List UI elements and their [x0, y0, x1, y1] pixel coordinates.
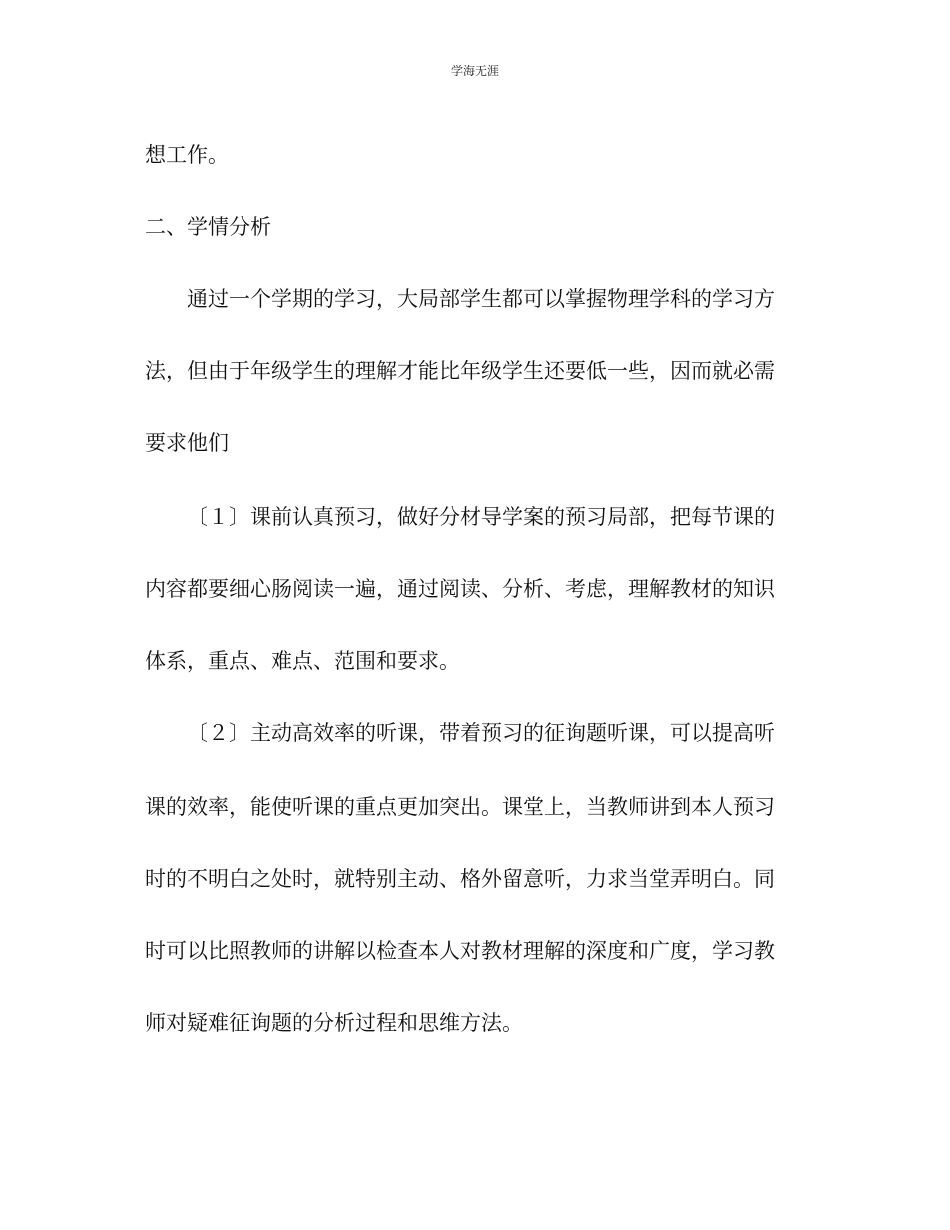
text-line: 内容都要细心肠阅读一遍，通过阅读、分析、考虑，理解教材的知识 — [145, 577, 775, 601]
page-header: 学海无涯 — [450, 64, 499, 78]
text-line: 法，但由于年级学生的理解才能比年级学生还要低一些，因而就必需 — [145, 359, 775, 383]
text-line: 想工作。 — [145, 143, 229, 167]
text-line: 要求他们 — [145, 431, 229, 455]
text-line: 〔２〕主动高效率的听课，带着预习的征询题听课，可以提高听 — [187, 721, 775, 745]
text-line: 师对疑难征询题的分析过程和思维方法。 — [145, 1011, 523, 1035]
text-line: 体系，重点、难点、范围和要求。 — [145, 649, 460, 673]
text-line: 〔１〕课前认真预习，做好分材导学案的预习局部，把每节课的 — [187, 505, 775, 529]
text-line: 通过一个学期的学习，大局部学生都可以掌握物理学科的学习方 — [187, 287, 775, 311]
text-line: 时可以比照教师的讲解以检查本人对教材理解的深度和广度，学习教 — [145, 939, 775, 963]
section-heading: 二、学情分析 — [145, 215, 271, 239]
text-line: 时的不明白之处时，就特别主动、格外留意听，力求当堂弄明白。同 — [145, 867, 775, 891]
text-line: 课的效率，能使听课的重点更加突出。课堂上，当教师讲到本人预习 — [145, 795, 775, 819]
